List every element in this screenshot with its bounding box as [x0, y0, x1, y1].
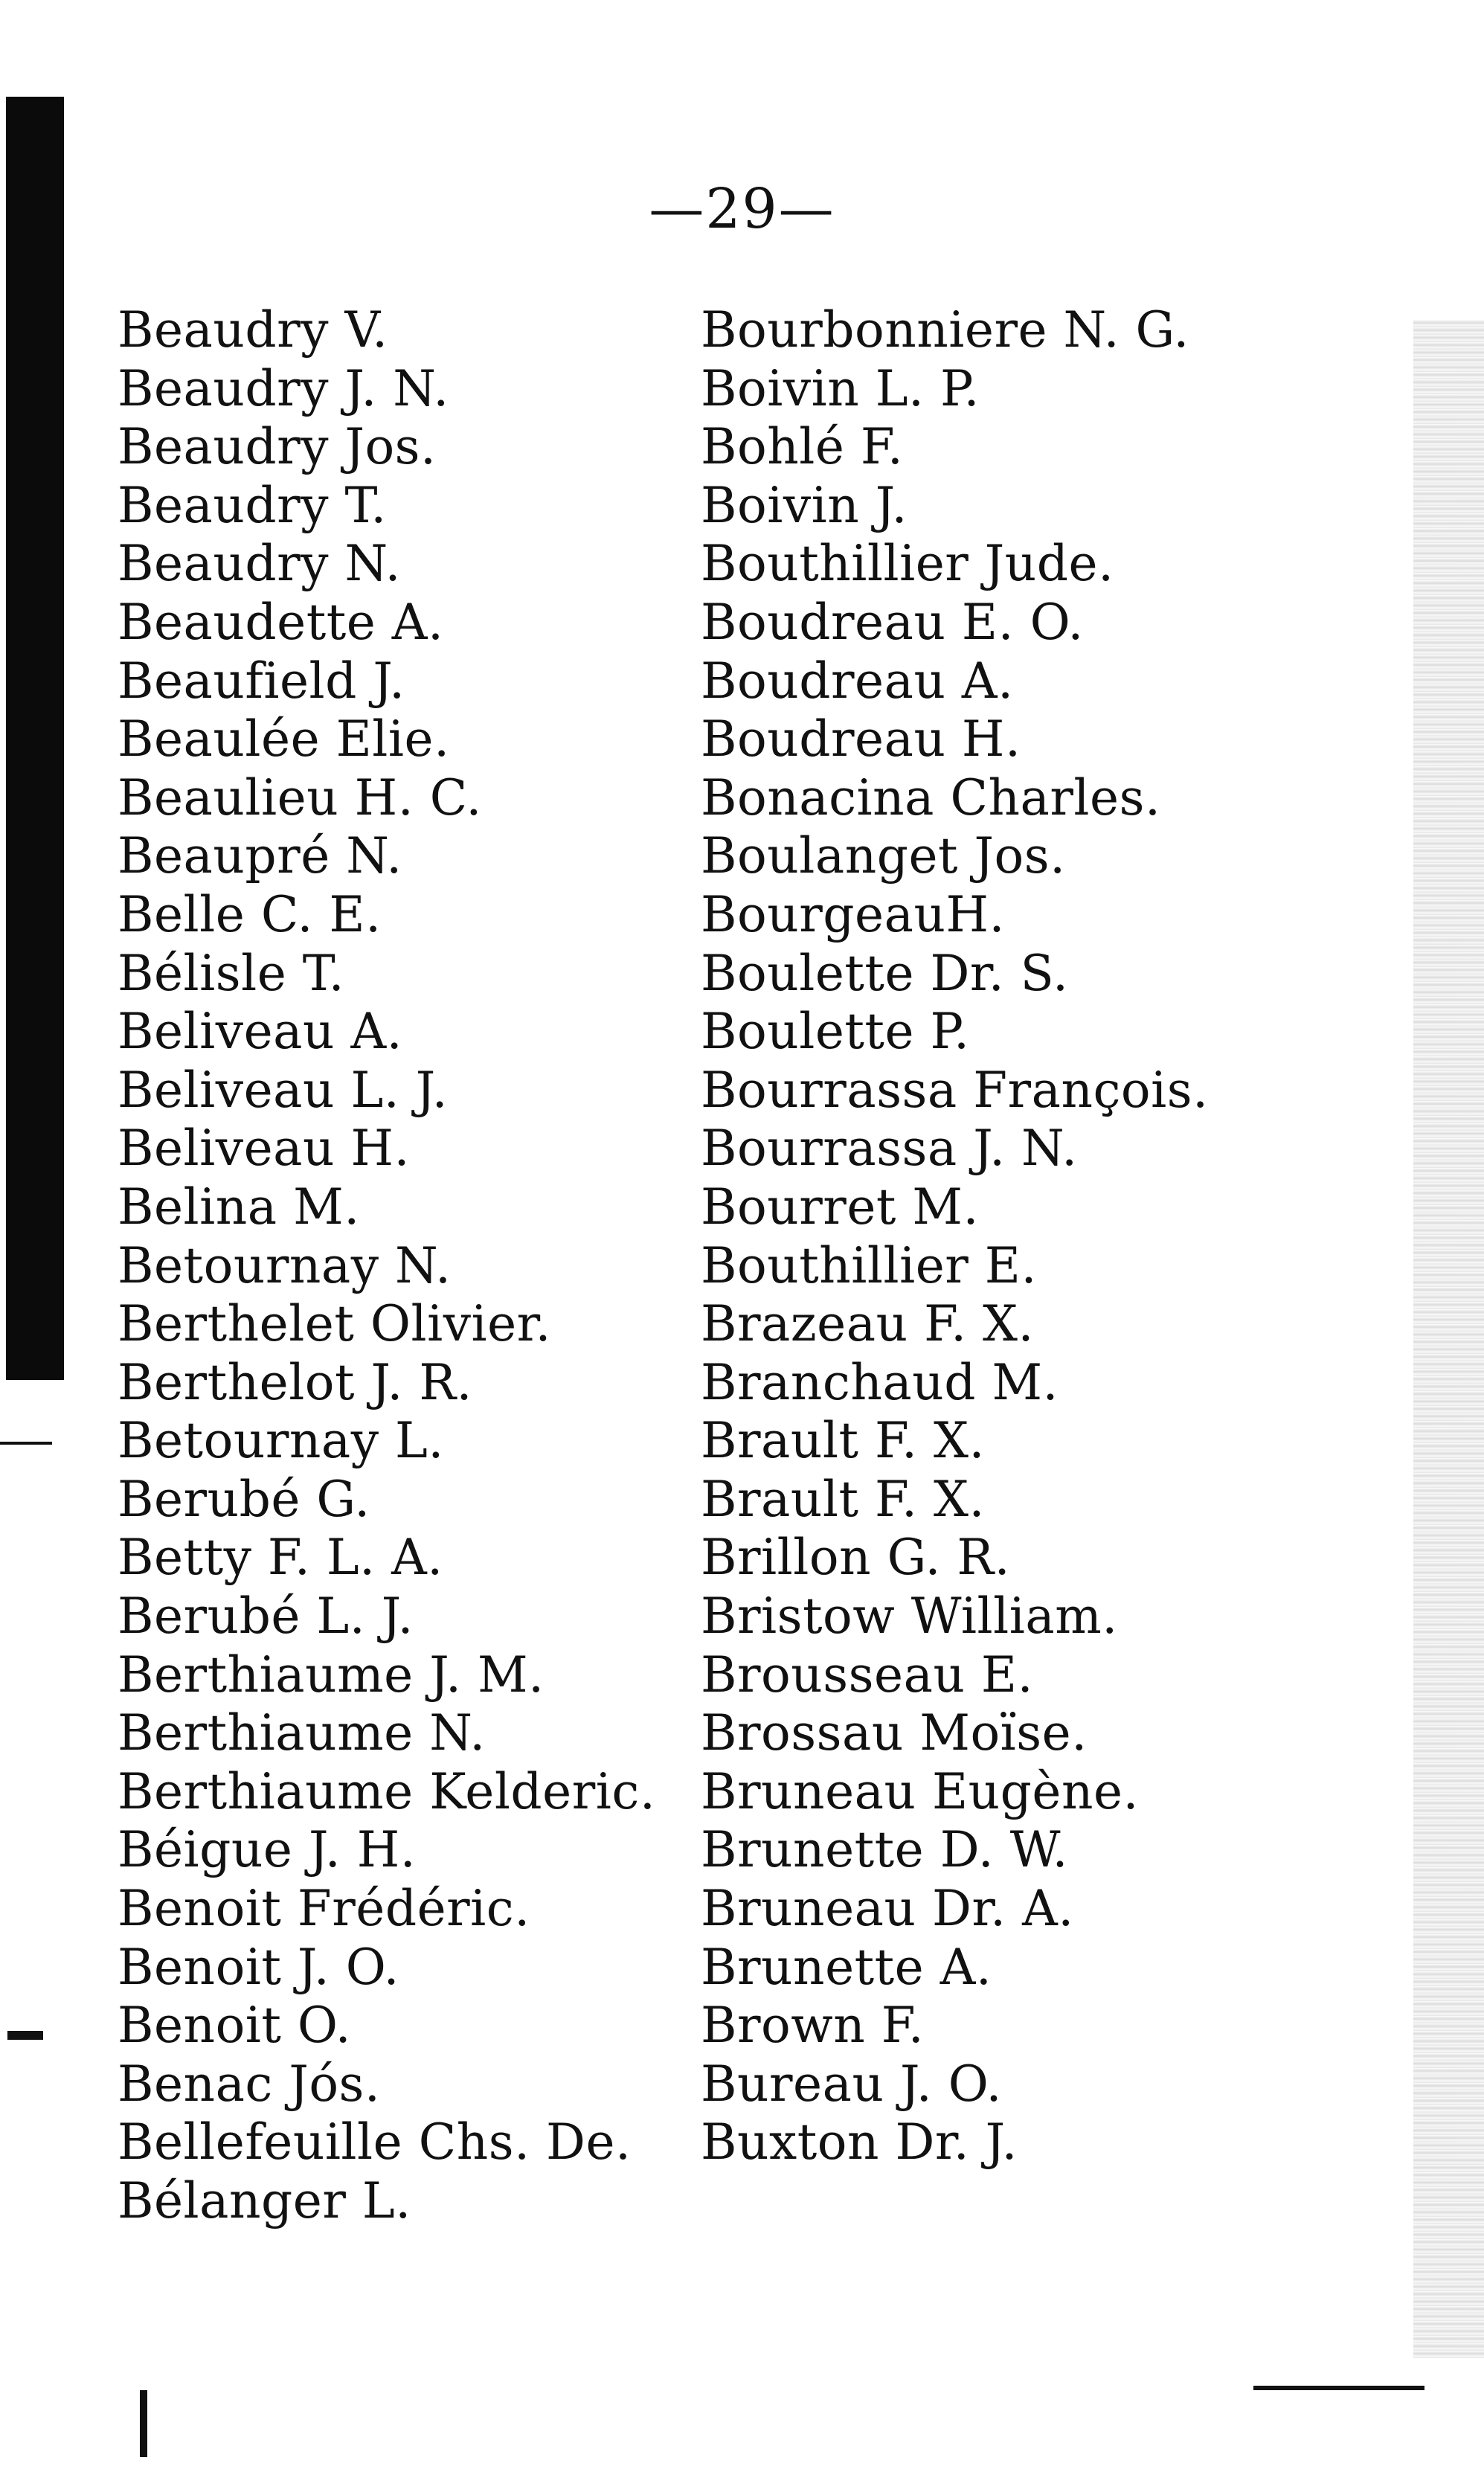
list-item: Bellefeuille Chs. De. — [118, 2113, 632, 2171]
list-item: Bouthillier E. — [701, 1236, 1037, 1294]
list-item: Beaufield J. — [118, 652, 405, 710]
list-item: Berthiaume Kelderic. — [118, 1762, 656, 1820]
name-column-right — [701, 301, 1209, 2172]
margin-tick-lower — [7, 2031, 43, 2040]
list-item: Boivin J. — [701, 476, 908, 534]
list-item: Benac Jós. — [118, 2055, 381, 2113]
list-item: Boivin L. P. — [701, 359, 980, 417]
list-item: Boulette Dr. S. — [701, 944, 1069, 1002]
list-item: Benoit O. — [118, 1997, 352, 2055]
list-item: Beaudette A. — [118, 593, 444, 651]
list-item: Beaulieu H. C. — [118, 768, 482, 826]
list-item: Beliveau H. — [118, 1120, 410, 1178]
list-item: Bruneau Eugène. — [701, 1762, 1139, 1820]
page-edge-scan-noise — [1413, 320, 1484, 2358]
list-item: Berubé L. J. — [118, 1587, 414, 1646]
list-item: Berthiaume J. M. — [118, 1646, 545, 1704]
list-item: Berthelet Olivier. — [118, 1295, 551, 1353]
list-item: Bélisle T. — [118, 944, 345, 1002]
list-item: Brault F. X. — [701, 1412, 985, 1470]
list-item: Betournay N. — [118, 1236, 452, 1294]
list-item: Brunette A. — [701, 1938, 992, 1996]
list-item: Béigue J. H. — [118, 1821, 417, 1879]
list-item: Betournay L. — [118, 1412, 444, 1470]
list-item: Beaudry N. — [118, 535, 401, 593]
list-item: Boudreau E. O. — [701, 593, 1084, 651]
list-item: Bohlé F. — [701, 418, 904, 476]
list-item: Beaudry V. — [118, 301, 388, 359]
bottom-mark — [140, 2390, 147, 2457]
list-item: Brousseau E. — [701, 1646, 1034, 1704]
list-item: Bristow William. — [701, 1587, 1118, 1646]
list-item: Beliveau A. — [118, 1003, 403, 1061]
list-item: Branchaud M. — [701, 1353, 1059, 1411]
list-item: Brillon G. R. — [701, 1529, 1011, 1587]
list-item: Bruneau Dr. A. — [701, 1880, 1074, 1938]
list-item: Beaudry J. N. — [118, 359, 449, 417]
list-item: Beaulée Elie. — [118, 710, 450, 768]
list-item: Brossau Moïse. — [701, 1704, 1088, 1762]
list-item: Beaupré N. — [118, 827, 402, 885]
list-item: Berthelot J. R. — [118, 1353, 473, 1411]
list-item: Berubé G. — [118, 1470, 370, 1528]
list-item: Boulanget Jos. — [701, 827, 1066, 885]
list-item: Boulette P. — [701, 1003, 970, 1061]
list-item: Benoit Frédéric. — [118, 1880, 530, 1938]
list-item: Boudreau A. — [701, 652, 1014, 710]
list-item: Brazeau F. X. — [701, 1295, 1035, 1353]
list-item: Benoit J. O. — [118, 1938, 399, 1996]
list-item: Bélanger L. — [118, 2172, 411, 2229]
list-item: Bonacina Charles. — [701, 768, 1161, 826]
list-item: Bureau J. O. — [701, 2055, 1002, 2113]
list-item: Beliveau L. J. — [118, 1061, 449, 1119]
list-item: Brault F. X. — [701, 1470, 985, 1528]
list-item: Bourbonniere N. G. — [701, 301, 1189, 359]
list-item: Bourrassa J. N. — [701, 1120, 1078, 1178]
list-item: Bourrassa François. — [701, 1061, 1209, 1119]
binding-shadow — [6, 97, 64, 1380]
list-item: BourgeauH. — [701, 885, 1005, 943]
page-number: —29— — [649, 177, 835, 241]
name-column-left — [118, 301, 655, 2231]
list-item: Bourret M. — [701, 1178, 979, 1236]
bottom-rule — [1253, 2386, 1424, 2390]
list-item: Brunette D. W. — [701, 1821, 1069, 1879]
list-item: Berthiaume N. — [118, 1704, 486, 1762]
list-item: Brown F. — [701, 1997, 925, 2055]
list-item: Buxton Dr. J. — [701, 2113, 1018, 2171]
margin-tick-upper — [0, 1442, 52, 1445]
list-item: Beaudry Jos. — [118, 418, 437, 476]
list-item: Belle C. E. — [118, 885, 382, 943]
list-item: Bouthillier Jude. — [701, 535, 1114, 593]
list-item: Boudreau H. — [701, 710, 1021, 768]
list-item: Belina M. — [118, 1178, 360, 1236]
list-item: Betty F. L. A. — [118, 1529, 443, 1587]
list-item: Beaudry T. — [118, 476, 387, 534]
